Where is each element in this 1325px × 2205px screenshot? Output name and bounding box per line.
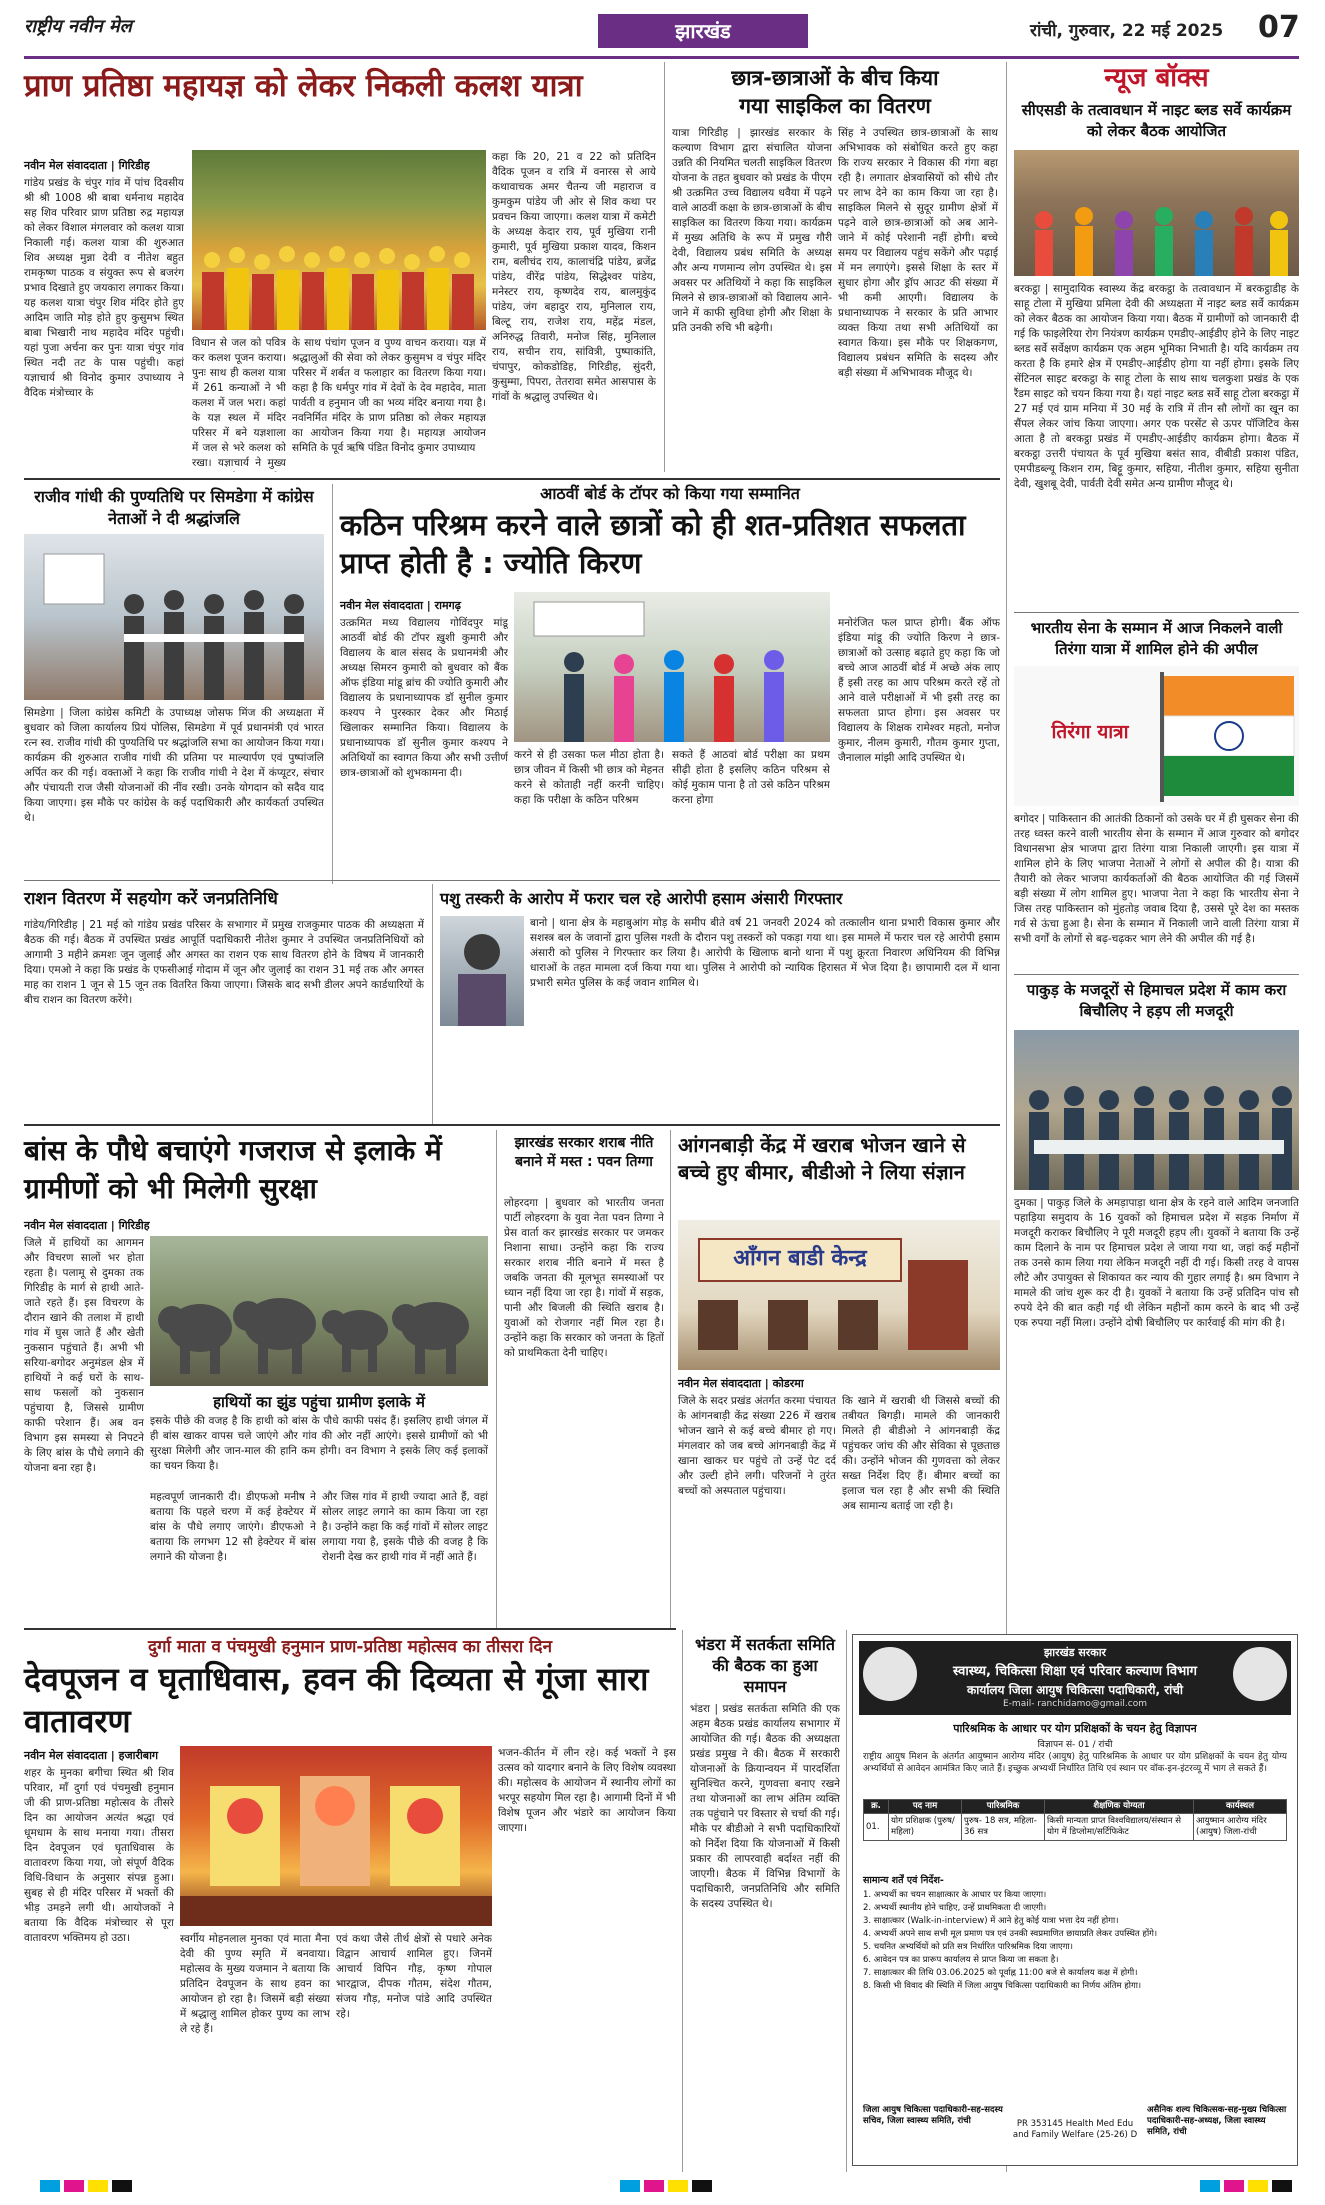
registration-mark xyxy=(64,2180,84,2192)
registration-mark xyxy=(1200,2180,1220,2192)
mission-logo-icon xyxy=(1233,1647,1287,1701)
registration-mark xyxy=(112,2180,132,2192)
registration-mark xyxy=(668,2180,688,2192)
ration-headline: राशन वितरण में सहयोग करें जनप्रतिनिधि xyxy=(24,889,278,909)
durga-col3: एवं कथा जैसे तीर्थ क्षेत्रों से पधारे अनेक विद्वान आचार्य शामिल हुए। जिनमें आचार्य विपिन गौड़, कृष्ण गोपाल भारद्वाज, दीपक गौतम, संदेश गौतम, संजय गौड़, मनोज पांडे आदि उपस्थित रहे। xyxy=(336,1933,492,2020)
kalash-headline: प्राण प्रतिष्ठा महायज्ञ को लेकर निकली कलश यात्रा xyxy=(24,68,583,104)
rajiv-headline: राजीव गांधी की पुण्यतिथि पर सिमडेगा में कांग्रेस नेताओं ने दी श्रद्धांजलि xyxy=(34,487,314,528)
elephant-photo-caption: हाथियों का झुंड पहुंचा ग्रामीण इलाके में xyxy=(213,1393,425,1411)
govt-advertisement xyxy=(852,1634,1298,2166)
ad-line2: स्वास्थ्य, चिकित्सा शिक्षा एवं परिवार कल्याण विभाग xyxy=(953,1664,1197,1679)
registration-mark xyxy=(1272,2180,1292,2192)
registration-mark xyxy=(1248,2180,1268,2192)
crowd-illustration xyxy=(192,150,486,330)
ad-email: E-mail- ranchidamo@gmail.com xyxy=(1003,1699,1147,1709)
news-box-item3-head: पाकुड़ के मजदूरों से हिमाचल प्रदेश में काम करा बिचौलिए ने हड़प ली मजदूरी xyxy=(1026,981,1287,1020)
liquor-kicker: झारखंड सरकार शराब नीति बनाने में मस्त : पवन तिग्गा xyxy=(514,1135,654,1170)
column-divider xyxy=(682,1630,683,2172)
ad-table-cell: 01. xyxy=(864,1814,889,1841)
topper-byline: नवीन मेल संवाददाता | रामगढ़ xyxy=(340,599,461,612)
ad-signature-left: जिला आयुष चिकित्सा पदाधिकारी-सह-सदस्य सचिव, जिला स्वास्थ्य समिति, रांची xyxy=(863,2105,1003,2126)
column-divider xyxy=(332,484,333,884)
elephant-col3: महत्वपूर्ण जानकारी दी। डीएफओ मनीष ने बताया कि पहले चरण में कई हेक्टेयर में बांस के पौधे लगाए जाएंगे। डीएफओ ने बताया कि लगभग 12 सौ हेक्टेयर में बांस लगाने की योजना है। xyxy=(150,1491,316,1563)
ad-table-header: क्र. xyxy=(864,1800,889,1814)
registration-mark xyxy=(620,2180,640,2192)
news-box-item1-head: सीएसडी के तत्वावधान में नाइट ब्लड सर्वे कार्यक्रम को लेकर बैठक आयोजित xyxy=(1021,101,1292,140)
cattle-headline: पशु तस्करी के आरोप में फरार चल रहे आरोपी हसाम अंसारी गिरफ्तार xyxy=(440,889,843,908)
rajiv-photo xyxy=(24,534,324,700)
ad-condition: 2. अभ्यर्थी स्थानीय होने चाहिए, उन्हें प्राथमिकता दी जाएगी। xyxy=(863,1903,1047,1913)
ad-table-cell: योग प्रशिक्षक (पुरुष/महिला) xyxy=(889,1814,962,1841)
award-illustration xyxy=(514,592,830,742)
ad-condition: 8. किसी भी विवाद की स्थिति में जिला आयुष चिकित्सा पदाधिकारी का निर्णय अंतिम होगा। xyxy=(863,1981,1142,1991)
ad-notice-title: पारिश्रमिक के आधार पर योग प्रशिक्षकों के चयन हेतु विज्ञापन xyxy=(953,1722,1197,1735)
ad-table-header: पद नाम xyxy=(889,1800,962,1814)
paper-logo: राष्ट्रीय नवीन मेल xyxy=(24,16,132,37)
meeting-photo xyxy=(1014,150,1299,276)
anganwadi-sign: ऑंगन बाडी केन्द्र xyxy=(698,1238,902,1282)
kalash-col4: कहा कि 20, 21 व 22 को प्रतिदिन वैदिक पूजन व रात्रि में वनारस से आये कथावाचक अमर चैतन्य जी महाराज व कुमकुम पांडेय जी ओर से शिव कथा पर प्रवचन किया जाएगा। कलश यात्रा में कमेटी के अध्यक्ष केदार राय, पूर्व मुखिया रानी कुमारी, पूर्व मुखिया प्रकाश यादव, किशन राम, बलीचंद राय, कालाचंद्रि पांडेय, ब्रजेंद्र पांडेय, वीरेंद्र पांडेय, सिद्धेश्वर पांडेय, मनेस्टर राय, कृष्णदेव राय, बालमुकुंद पांडेय, जंग बहादुर राय, मुनिलाल राय, बिल्टू राय, राजेश राय, महेंद्र मंडल, अनिरुद्ध तिवारी, मनोज सिंह, मुनिलाल राय, सचीन राय, सांवित्री, पुष्पाकांति, चंपापुर, कोकडोडिह, गिरिडीह, सुंदरी, कुसुम्मा, पिपरा, तेतरावा समेत आसपास के गांवों के श्रद्धालु उपस्थित थे। xyxy=(492,151,656,403)
ad-condition: 1. अभ्यर्थी का चयन साक्षात्कार के आधार पर किया जाएगा। xyxy=(863,1890,1047,1900)
elephant-col2: इसके पीछे की वजह है कि हाथी को बांस के पौधे काफी पसंद हैं। इसलिए हाथी जंगल में ही बांस खाकर वापस चले जाएंगे और गांव की ओर नहीं आएंगे। इससे ग्रामीणों को भी सुरक्षा मिलेगी और जान-माल की हानि कम होगी। वन विभाग ने इसके लिए कई इलाकों का चयन किया है। xyxy=(150,1415,488,1472)
ad-conditions-list xyxy=(863,1889,1287,1993)
liquor-text: लोहरदगा | बुधवार को भारतीय जनता पार्टी लोहरदगा के युवा नेता पवन तिग्गा ने प्रेस वार्ता कर झारखंड सरकार पर जमकर निशाना साधा। उन्होंने कहा कि राज्य सरकार शराब नीति बनाने में मस्त है जबकि जनता की मूलभूत समस्याओं पर ध्यान नहीं दिया जा रहा है। गांवों में सड़क, पानी और बिजली की स्थिति खराब है। युवाओं को रोजगार नहीं मिल रहा है। उन्होंने कहा कि सरकार को जनता के हितों को प्राथमिकता देनी चाहिए। xyxy=(504,1197,664,1359)
accused-photo xyxy=(440,916,524,1026)
column-divider xyxy=(664,62,665,472)
cattle-text: बानो | थाना क्षेत्र के महाबुआंग मोड़ के समीप बीते वर्ष 21 जनवरी 2024 को तत्कालीन थाना प्रभारी विकास कुमार और सशस्त्र बल के जवानों द्वारा पुलिस गश्ती के दौरान पशु तस्करों को पकड़ा गया था। इस मामले में फरार चल रहे आरोपी हसाम अंसारी को पुलिस ने गिरफ्तार कर लिया है। आरोपी के खिलाफ बानो थाना में पशु क्रूरता निवारण अधिनियम की विभिन्न धाराओं के तहत मामला दर्ज किया गया था। पुलिस ने आरोपी को न्यायिक हिरासत में भेज दिया है। छापामारी दल में थाना प्रभारी समेत पुलिस के कई जवान शामिल थे। xyxy=(530,917,1000,989)
idol-illustration xyxy=(180,1746,492,1926)
elephant-herd-illustration xyxy=(150,1236,488,1386)
bhandra-text: भंडरा | प्रखंड सतर्कता समिति की एक अहम बैठक प्रखंड कार्यालय सभागार में आयोजित की गई। बैठक की अध्यक्षता प्रखंड प्रमुख ने की। बैठक में सरकारी योजनाओं के क्रियान्वयन में पारदर्शिता सुनिश्चित करने, गुणवत्ता बनाए रखने तथा योजनाओं का लाभ अंतिम व्यक्ति तक पहुंचाने पर विस्तार से चर्चा की गई। मौके पर बीडीओ ने सभी पदाधिकारियों को निर्देश दिया कि योजनाओं में किसी प्रकार की लापरवाही बर्दाश्त नहीं की जाएगी। बैठक में विभिन्न विभागों के पदाधिकारी, जनप्रतिनिधि और समिति के सदस्य उपस्थित थे। xyxy=(690,1703,840,1910)
section-rule xyxy=(24,1628,676,1630)
page-number: 07 xyxy=(1258,10,1300,45)
tribute-illustration xyxy=(24,534,324,700)
durga-headline: देवपूजन व घृताधिवास, हवन की दिव्यता से गूंजा सारा वातावरण xyxy=(24,1660,649,1740)
cycle-col1: यात्रा गिरिडीह | झारखंड सरकार के कल्याण विभाग द्वारा संचालित योजना उन्नति की नियमित चलती साइकिल वितरण योजना के तहत बुधवार को प्रखंड के पीएम श्री उत्क्रमित उच्च विद्यालय धवैया में पढ़ने वाले आठवीं कक्षा के छात्र-छात्राओं के बीच साइकिल का वितरण किया गया। कार्यक्रम में मुख्य अतिथि के रूप में प्रमुख गौरी देवी, विद्यालय प्रबंध समिति के अध्यक्ष और अन्य गणमान्य लोग उपस्थित थे। इस अवसर पर अतिथियों ने कहा कि साइकिल मिलने से छात्र-छात्राओं को विद्यालय आने-जाने में काफी सुविधा होगी और शिक्षा के प्रति उनकी रुचि भी बढ़ेगी। xyxy=(672,127,832,334)
elephant-headline: बांस के पौधे बचाएंगे गजराज से इलाके में ग्रामीणों को भी मिलेगी सुरक्षा xyxy=(24,1134,442,1205)
registration-mark xyxy=(1224,2180,1244,2192)
divider xyxy=(1014,612,1299,613)
ad-table-header: शैक्षणिक योग्यता xyxy=(1045,1800,1194,1814)
anganwadi-byline: नवीन मेल संवाददाता | कोडरमा xyxy=(678,1377,804,1390)
tiranga-label: तिरंगा यात्रा xyxy=(1051,721,1129,743)
news-box-item3-text: दुमका | पाकुड़ जिले के अमड़ापाड़ा थाना क्षेत्र के रहने वाले आदिम जनजाति पहाड़िया समुदाय के 16 युवकों को हिमाचल प्रदेश में सड़क निर्माण में मजदूरी कराकर बिचौलिए ने पूरी मजदूरी हड़प ली। युवकों ने बताया कि उन्हें काम दिलाने के नाम पर हिमाचल प्रदेश ले जाया गया था, जहां कई महीनों तक उनसे काम लिया गया लेकिन मजदूरी नहीं दी गई। किसी तरह वे वापस लौटे और उपायुक्त से शिकायत कर न्याय की गुहार लगाई है। श्रम विभाग ने मामले की जांच शुरू कर दी है। युवकों ने बताया कि उन्हें प्रतिदिन पांच सौ रुपये देने की बात कही गई थी लेकिन महीनों काम करने के बाद भी उन्हें एक रुपया नहीं मिला। उन्होंने दोषी बिचौलिए पर कार्रवाई की मांग की है। xyxy=(1014,1197,1299,1329)
durga-col1: शहर के मुनका बगीचा स्थित श्री शिव परिवार, माँ दुर्गा एवं पंचमुखी हनुमान जी की प्राण-प्रतिष्ठा महोत्सव के तीसरे दिन का आयोजन अत्यंत श्रद्धा एवं धूमधाम के साथ मनाया गया। तीसरा दिन देवपूजन एवं घृताधिवास के वातावरण किया गया, जो संपूर्ण वैदिक विधि-विधान के अनुसार संपन्न हुआ। सुबह से ही मंदिर परिसर में भक्तों की भीड़ उमड़ने लगी थी। आयोजकों ने बताया कि वैदिक मंत्रोच्चार से पूरा वातावरण भक्तिमय हो उठा। xyxy=(24,1767,174,1944)
ad-table-cell: पुरुष- 18 सत्र, महिला- 36 सत्र xyxy=(962,1814,1045,1841)
anganwadi-headline: आंगनबाड़ी केंद्र में खराब भोजन खाने से बच्चे हुए बीमार, बीडीओ ने लिया संज्ञान xyxy=(678,1133,966,1184)
state-emblem-icon xyxy=(863,1647,917,1701)
section-tab: झारखंड xyxy=(598,14,808,48)
topper-col4: मनोरंजित फल प्राप्त होगी। बैंक ऑफ इंडिया मांडू की ज्योति किरण ने छात्र-छात्राओं को उत्साह बढ़ाते हुए कहा कि जो बच्चे आज आठवीं बोर्ड में अच्छे अंक लाए हैं इसी तरह का आप परिश्रम करते रहें तो आने वाले परीक्षाओं में भी इसी तरह का सफलता प्राप्त होगा। इस अवसर पर विद्यालय के शिक्षक रामेश्वर महतो, मनोज कुमार, नीलम कुमारी, गौतम कुमार गुप्ता, जैनालाल मांझी आदि उपस्थित थे। xyxy=(838,617,1000,764)
durga-photo xyxy=(180,1746,492,1926)
section-rule xyxy=(24,1124,1000,1126)
ad-condition: 3. साक्षात्कार (Walk-in-interview) में आने हेतु कोई यात्रा भत्ता देय नहीं होगा। xyxy=(863,1916,1119,1926)
person-silhouette xyxy=(440,916,524,1026)
registration-mark xyxy=(692,2180,712,2192)
ad-table-row xyxy=(864,1814,1287,1841)
group-illustration xyxy=(1014,1030,1299,1190)
ad-condition: 6. आवेदन पत्र का प्रारूप कार्यालय से प्राप्त किया जा सकता है। xyxy=(863,1955,1059,1965)
ad-table-header: पारिश्रमिक xyxy=(962,1800,1045,1814)
ration-text: गांडेय/गिरिडीह | 21 मई को गांडेय प्रखंड परिसर के सभागार में प्रमुख राजकुमार पाठक की अध्यक्षता में बैठक की गई। बैठक में उपस्थित प्रखंड आपूर्ति पदाधिकारी नीतेश कुमार ने उपस्थित जनप्रतिनिधियों को आगामी 3 महीने क्रमशः जून जुलाई और अगस्त का राशन एक साथ वितरण होने के विषय में जानकारी दिया। एमओ ने कहा कि प्रखंड के एफसीआई गोदाम में जून और जुलाई का राशन 31 मई तक और अगस्त माह का राशन 1 जून से 15 जून तक वितरित किया जाएगा। जिसके बाद सभी डीलर अपने कार्डधारियों के बीच राशन का वितरण करेंगे। xyxy=(24,919,424,1006)
ad-line1: झारखंड सरकार xyxy=(1043,1646,1107,1659)
masthead xyxy=(0,0,1325,58)
masthead-rule xyxy=(24,56,1299,59)
elephant-byline: नवीन मेल संवाददाता | गिरिडीह xyxy=(24,1219,150,1232)
cycle-col2: सिंह ने उपस्थित छात्र-छात्राओं के साथ अभिभावक को संबोधित करते हुए कहा कि राज्य सरकार ने विकास की गंगा बहा रही है। लगातार क्षेत्रवासियों को सीधे तौर पर लाभ देने का काम किया जा रहा है। साइकिल मिलने से सुदूर ग्रामीण क्षेत्रों में पढ़ने वाले छात्र-छात्राओं को अब आने-जाने में कोई परेशानी नहीं होगी। बच्चे समय पर विद्यालय पहुंच सकेंगे और पढ़ाई में मन लगाएंगे। इससे शिक्षा के स्तर में सुधार होगा और ड्रॉप आउट की संख्या में भी कमी आएगी। विद्यालय के प्रधानाध्यापक ने सरकार के प्रति आभार व्यक्त किया तथा सभी अतिथियों का स्वागत किया। इस मौके पर शिक्षकगण, विद्यालय प्रबंधन समिति के सदस्य और बड़ी संख्या में अभिभावक मौजूद थे। xyxy=(838,127,998,379)
news-box-item2-text: बगोदर | पाकिस्तान की आतंकी ठिकानों को उसके घर में ही घुसकर सेना की तरह ध्वस्त करने वाली भारतीय सेना के सम्मान में आज गुरुवार को बगोदर विधानसभा क्षेत्र भाजपा द्वारा तिरंगा यात्रा निकाली जाएगी। इस यात्रा में शामिल होने के लिए भाजपा नेताओं ने लोगों से अपील की है। यात्रा की तैयारी को लेकर भाजपा कार्यकर्ताओं की बैठक आयोजित की गई जिसमें बड़ी संख्या में लोग शामिल हुए। भाजपा नेता ने कहा कि भारतीय सेना ने जिस तरह पाकिस्तान को मुंहतोड़ जवाब दिया है, उससे पूरे देश का मस्तक गर्व से ऊंचा हुआ है। सेना के सम्मान में निकाली जाने वाली तिरंगा यात्रा में सभी वर्गों के लोगों से बढ़-चढ़कर भाग लेने की अपील की गई है। xyxy=(1014,813,1299,945)
news-box-item1-text: बरकट्ठा | सामुदायिक स्वास्थ्य केंद्र बरकट्ठा के तत्वावधान में बरकट्ठाडीह के साहू टोला में मुखिया प्रमिला देवी की अध्यक्षता में नाइट ब्लड सर्वे कार्यक्रम को लेकर बैठक का आयोजन किया गया। बैठक में ग्रामीणों को जानकारी दी गई कि फाइलेरिया रोग नियंत्रण कार्यक्रम एमडीए-आईडीए होने के लिए नाइट ब्लड सर्वे सर्वेक्षण कार्यक्रम एक अहम भूमिका निभाती है। यदि कार्यक्रम तय करता है कि हमारे क्षेत्र में एमडीए-आईडीए होगा या नहीं होगा। इसके लिए सेंटिनल साइट बरकट्ठा के साहू टोला के साथ साथ चलकुशा प्रखंड के एक रैंडम साइट को चयन किया गया है। यहां नाइट ब्लड सर्वे साहू टोला बरकट्ठा में 27 मई एवं ग्राम मनिया में 30 मई के रात्रि में तीन सौ लोगों का खून का सैंपल लेकर जांच किया जाएगा। अगर एक परसेंट से ऊपर पॉजिटिव केस आता है तो बरकट्ठा प्रखंड में एमडीए-आईडीए कार्यक्रम होगा। बैठक में बरकट्ठा उत्तरी पंचायत के पूर्व मुखिया बसंत साव, वीबीडी प्रकाश पंडित, एमपीडब्ल्यू किशन राम, बिट्टू कुमार, सहिया, नीतीश कुमार, सहिया सुनीता देवी, खुशबू देवी, पार्वती देवी समेत अन्य ग्रामीण मौजूद थे। xyxy=(1014,283,1299,490)
registration-mark xyxy=(40,2180,60,2192)
cycle-headline-line2: गया साइकिल का वितरण xyxy=(739,94,931,118)
ad-table-header-row xyxy=(864,1800,1287,1814)
dateline: रांची, गुरुवार, 22 मई 2025 xyxy=(1030,21,1224,41)
topper-headline: कठिन परिश्रम करने वाले छात्रों को ही शत-प्रतिशत सफलता प्राप्त होती है : ज्योति किरण xyxy=(340,508,966,580)
section-rule xyxy=(24,478,1000,480)
rajiv-text: सिमडेगा | जिला कांग्रेस कमिटी के उपाध्यक्ष जोसफ मिंज की अध्यक्षता में बुधवार को जिला कार्यालय प्रियं पोलिस, सिमडेगा में पूर्व प्रधानमंत्री एवं भारत रत्न स्व. राजीव गांधी की पुण्यतिथि पर श्रद्धांजलि सभा का आयोजन किया गया। कार्यक्रम की शुरुआत राजीव गांधी की प्रतिमा पर माल्यार्पण एवं पुष्पांजलि अर्पित कर की गई। वक्ताओं ने कहा कि राजीव गांधी ने देश में कंप्यूटर, संचार और पंचायती राज जैसी योजनाओं की नींव रखी। उनके योगदान को सदैव याद किया जाएगा। इस मौके पर कांग्रेस के कई पदाधिकारी और कार्यकर्ता उपस्थित थे। xyxy=(24,707,324,824)
ad-table-header: कार्यस्थल xyxy=(1194,1800,1287,1814)
topper-col1: उत्क्रमित मध्य विद्यालय गोविंदपुर मांडू आठवीं बोर्ड की टॉपर ख़ुशी कुमारी और विद्यालय के बाल संसद के प्रधानमंत्री और अध्यक्ष सिमरन कुमारी को बुधवार को बैंक ऑफ इंडिया मांडू ब्रांच की ज्योति कुमारी और विद्यालय के प्रधानाध्यापक डॉ सुनील कुमार कश्यप ने पुरस्कार देकर और मिठाई खिलाकर सम्मानित किया। विद्यालय के प्रधानाध्यापक डॉ सुनील कुमार कश्यप ने अतिथियों का स्वागत किया और सभी उत्तीर्ण छात्र-छात्राओं को शुभकामना दी। xyxy=(340,617,508,779)
elephant-col4: और जिस गांव में हाथी ज्यादा आते हैं, वहां सोलर लाइट लगाने का काम किया जा रहा है। उन्होंने कहा कि कई गांवों में सोलर लाइट लगाया गया है, इसके पीछे की वजह है कि रोशनी देख कर हाथी गांव में नहीं आते हैं। xyxy=(322,1491,488,1563)
kalash-photo xyxy=(192,150,486,330)
kalash-col1: गांडेय प्रखंड के चंपुर गांव में पांच दिवसीय श्री श्री 1008 श्री बाबा धर्मनाथ महादेव सह शिव परिवार प्राण प्रतिष्ठा रुद्र महायज्ञ को लेकर विशाल मंगलवार को कलश यात्रा निकाली गई। कलश यात्रा की शुरुआत शिव अध्यक्ष मुन्ना देवी व नीतेश बहुत रामकृष्ण पाठक व संयुक्त रूप से बजरंग प्रभाव दिखाते हुए जयकारा लगाकर किया। यह कलश यात्रा चंपुर शिव मंदिर होते हुए आदिम जाति मोड़ होते हुए कुसुमभ स्थित बाबा भिखारी नाथ महादेव मंदिर पहुंची। यहां पुजा अर्चना कर पुनः यात्रा चंपुर गांव स्थित नदी तट के पास पहुंची। कहां यज्ञाचार्य श्री विनोद कुमार उपाध्याय ने वैदिक मंत्रोच्चार के xyxy=(24,177,184,399)
ad-table xyxy=(863,1799,1287,1841)
news-box-title: न्यूज बॉक्स xyxy=(1104,63,1209,93)
durga-byline: नवीन मेल संवाददाता | हजारीबाग xyxy=(24,1749,159,1762)
durga-col4: भजन-कीर्तन में लीन रहे। कई भक्तों ने इस उत्सव को यादगार बनाने के लिए विशेष व्यवस्था की। महोत्सव के आयोजन में स्थानीय लोगों का भरपूर सहयोग मिल रहा है। आगामी दिनों में भी विशेष पूजन और भंडारे का आयोजन किया जाएगा। xyxy=(498,1747,676,1834)
elephant-col1: जिले में हाथियों का आगमन और विचरण सालों भर होता रहता है। पलामू से दुमका तक गिरिडीह के मार्ग से हाथी आते-जाते रहते हैं। इस विचरण के दौरान खाने की तलाश में हाथी गांव में घुस जाते हैं और खेती नुकसान पहुंचाते हैं। अभी भी सरिया-बगोदर अनुमंडल क्षेत्र में हाथियों ने कई घरों के साथ-साथ फसलों को नुकसान पहुंचाया है, जिससे ग्रामीण काफी परेशान हैं। अब वन विभाग इस समस्या से निपटने के लिए बांस के पौधे लगाने की योजना बना रहा है। xyxy=(24,1237,144,1474)
topper-kicker: आठवीं बोर्ड के टॉपर को किया गया सम्मानित xyxy=(540,484,800,503)
anganwadi-col2: कि खाने में खराबी थी जिससे बच्चों की तबीयत बिगड़ी। मामले की जानकारी मिलते ही बीडीओ ने आंगनबाड़ी केंद्र पहुंचकर जांच की और सेविका से पूछताछ की। उन्होंने भोजन की गुणवत्ता को लेकर सख्त निर्देश दिए हैं। बीमार बच्चों का इलाज चल रहा है और सभी की स्थिति अब सामान्य बताई जा रही है। xyxy=(842,1395,1000,1512)
topper-photo xyxy=(514,592,830,742)
ad-condition: 5. चयनित अभ्यर्थियों को प्रति सत्र निर्धारित पारिश्रमिक दिया जाएगा। xyxy=(863,1942,1073,1952)
column-divider xyxy=(846,1630,847,2172)
ad-condition: 7. साक्षात्कार की तिथि 03.06.2025 को पूर्वाह्न 11:00 बजे से कार्यालय कक्ष में होगी। xyxy=(863,1968,1138,1978)
column-divider xyxy=(432,884,433,1124)
kalash-col2: विधान से जल को पवित्र कर कलश पूजन कराया। पुनः साथ ही कलश यात्रा में 261 कन्याओं ने भी कलश में जल भरा। कहां के यज्ञ स्थल में मंदिर परिसर में बने यज्ञशाला में जल से भरे कलश को रखा। यज्ञाचार्य ने मुख्य xyxy=(192,337,286,469)
ad-pr-number: PR 353145 Health Med Edu and Family Welfare (25-26) D xyxy=(1012,2119,1138,2140)
ad-table-cell: किसी मान्यता प्राप्त विश्वविद्यालय/संस्थान से योग में डिप्लोमा/सर्टिफिकेट xyxy=(1045,1814,1194,1841)
ad-conditions-title: सामान्य शर्तें एवं निर्देश- xyxy=(863,1875,944,1886)
topper-col2: करने से ही उसका फल मीठा होता है। छात्र जीवन में किसी भी छात्र को मेहनत करने से कोताही नहीं करनी चाहिए। कहा कि परीक्षा के कठिन परिश्रम xyxy=(514,749,664,806)
ad-line3: कार्यालय जिला आयुष चिकित्सा पदाधिकारी, रांची xyxy=(967,1683,1183,1697)
labourers-photo xyxy=(1014,1030,1299,1190)
ad-intro: राष्ट्रीय आयुष मिशन के अंतर्गत आयुष्मान आरोग्य मंदिर (आयुष) हेतु पारिश्रमिक के आधार पर योग प्रशिक्षकों के चयन हेतु योग्य अभ्यर्थियों से आवेदन आमंत्रित किए जाते हैं। इच्छुक अभ्यर्थी निर्धारित तिथि एवं स्थान पर वॉक-इन-इंटरव्यू में भाग ले सकते हैं। xyxy=(863,1752,1287,1774)
divider xyxy=(1014,974,1299,975)
cycle-headline-line1: छात्र-छात्राओं के बीच किया xyxy=(731,66,939,90)
anganwadi-photo xyxy=(678,1220,1000,1370)
ad-signature-right: असैनिक शल्य चिकित्सक-सह-मुख्य चिकित्सा पदाधिकारी-सह-अध्यक्ष, जिला स्वास्थ्य समिति, रांची xyxy=(1147,2105,1287,2137)
column-divider xyxy=(496,1130,497,1630)
registration-mark xyxy=(644,2180,664,2192)
news-box-item2-head: भारतीय सेना के सम्मान में आज निकलने वाली तिरंगा यात्रा में शामिल होने की अपील xyxy=(1030,619,1283,658)
tiranga-photo xyxy=(1014,666,1299,806)
bhandra-headline: भंडरा में सतर्कता समिति की बैठक का हुआ समापन xyxy=(694,1635,836,1696)
building-illustration xyxy=(678,1220,1000,1370)
topper-col3: सकते हैं आठवां बोर्ड परीक्षा का प्रथम सीढ़ी होता है इसलिए कठिन परिश्रम से कोई मुकाम पाना है तो उसे कठिन परिश्रम करना होगा xyxy=(672,749,830,806)
column-divider xyxy=(670,1130,671,1630)
ad-notice-no: विज्ञापन सं- 01 / रांची xyxy=(1037,1740,1113,1750)
registration-mark xyxy=(88,2180,108,2192)
durga-col2: स्वर्गीय मोहनलाल मुनका एवं माता मैना देवी की पुण्य स्मृति में बनवाया। महोत्सव के मुख्य यजमान ने बताया कि प्रतिदिन देवपूजन के साथ हवन का आयोजन हो रहा है। जिसमें बड़ी संख्या में श्रद्धालु शामिल होकर पुण्य का लाभ ले रहे हैं। xyxy=(180,1933,330,2035)
ad-table-cell: आयुष्मान आरोग्य मंदिर (आयुष) जिला-रांची xyxy=(1194,1814,1287,1841)
anganwadi-col1: जिले के सदर प्रखंड अंतर्गत करमा पंचायत के आंगनबाड़ी केंद्र संख्या 226 में खराब भोजन खाने से कई बच्चे बीमार हो गए। मंगलवार को जब बच्चे आंगनबाड़ी केंद्र में खाना खाकर घर पहुंचे तो उन्हें पेट दर्द और उल्टी होने लगी। परिजनों ने तुरंत बच्चों को अस्पताल पहुंचाया। xyxy=(678,1395,836,1497)
ad-condition: 4. अभ्यर्थी अपने साथ सभी मूल प्रमाण पत्र एवं उनकी स्वप्रमाणित छायाप्रति लेकर उपस्थित होंगे। xyxy=(863,1929,1158,1939)
divider xyxy=(24,880,1000,881)
elephant-photo xyxy=(150,1236,488,1386)
kalash-col3: के साथ पंचांग पूजन व पुण्य वाचन कराया। यज्ञ में श्रद्धालुओं की सेवा को लेकर कुसुमभ व चंपुर मंदिर परिसर में शर्बत व फलाहार का वितरण किया गया। कहा है कि धर्मपुर गांव में देवों के देव महादेव, माता पार्वती व हनुमान जी का भव्य मंदिर बनाया गया है। नवनिर्मित मंदिर के प्राण प्रतिष्ठा को लेकर महायज्ञ का आयोजन किया गया है। महायज्ञ आयोजन समिति के पूर्व ऋषि पंडित विनोद कुमार उपाध्याय xyxy=(292,337,486,454)
kalash-byline: नवीन मेल संवाददाता | गिरिडीह xyxy=(24,159,150,172)
durga-kicker: दुर्गा माता व पंचमुखी हनुमान प्राण-प्रतिष्ठा महोत्सव का तीसरा दिन xyxy=(147,1637,553,1657)
meeting-illustration xyxy=(1014,150,1299,276)
